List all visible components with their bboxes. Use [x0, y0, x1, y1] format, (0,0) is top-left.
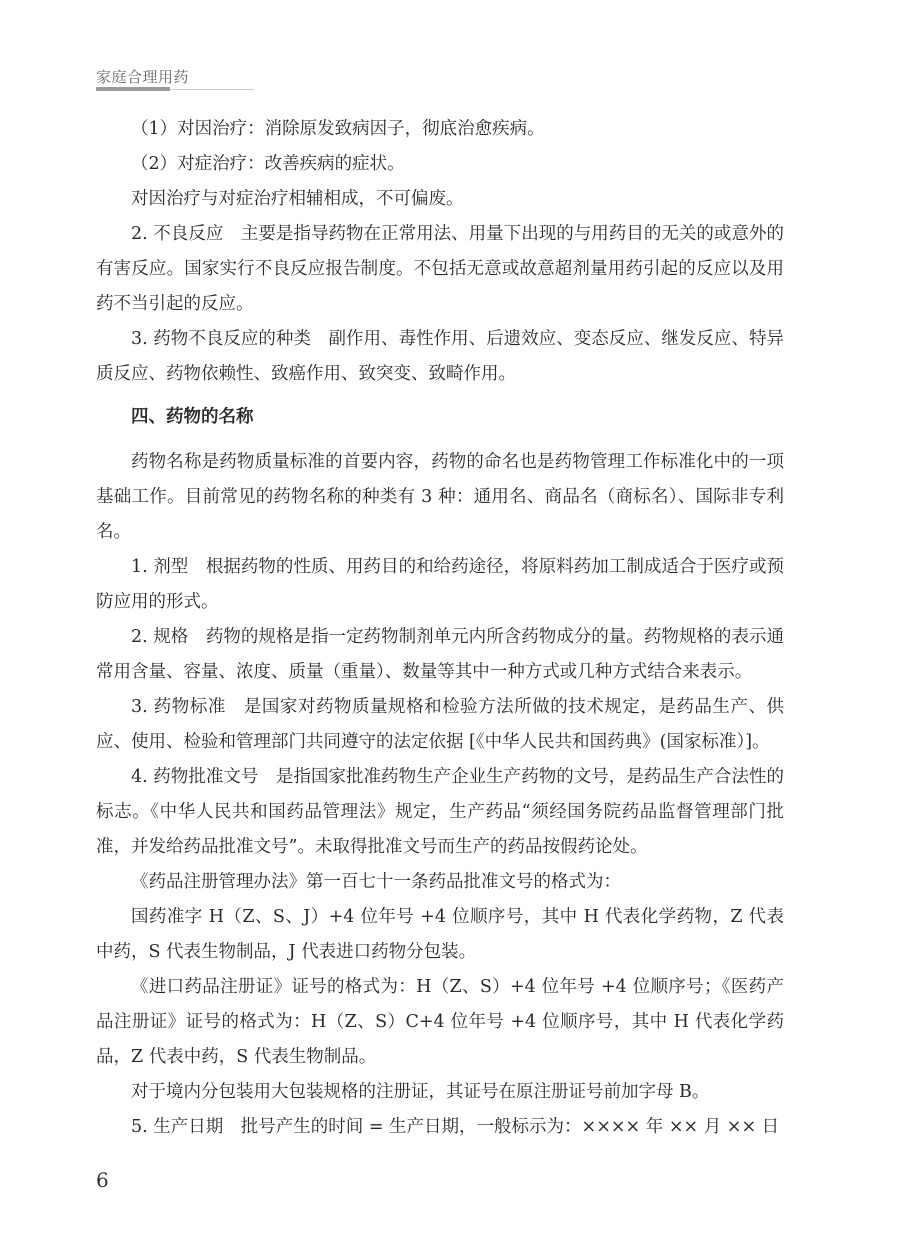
section-heading: 四、药物的名称 [131, 407, 254, 427]
body-text [96, 112, 784, 1145]
paragraph: 对于境内分包装用大包装规格的注册证，其证号在原注册证号前加字母 B。 [131, 1082, 710, 1102]
paragraph: 5. 生产日期 批号产生的时间 = 生产日期，一般标示为：×××× 年 ×× 月 ×× 日 [131, 1117, 780, 1137]
paragraph: 《药品注册管理办法》第一百七十一条药品批准文号的格式为： [131, 872, 621, 892]
page-number: 6 [96, 1168, 109, 1192]
paragraph: 2. 不良反应 主要是指导药物在正常用法、用量下出现的与用药目的无关的或意外的有害反应。国家实行不良反应报告制度。不包括无意或故意超剂量用药引起的反应以及用药不当引起的反应。 [96, 224, 784, 314]
paragraph: 药物名称是药物质量标准的首要内容，药物的命名也是药物管理工作标准化中的一项基础工作。目前常见的药物名称的种类有 3 种：通用名、商品名（商标名）、国际非专利名。 [96, 452, 784, 542]
paragraph: 《进口药品注册证》证号的格式为：H（Z、S）+4 位年号 +4 位顺序号；《医药产品注册证》证号的格式为：H（Z、S）C+4 位年号 +4 位顺序号，其中 H 代表化学药品，Z 代表中药，S 代表生物制品。 [96, 977, 784, 1067]
paragraph: 3. 药物标准 是国家对药物质量规格和检验方法所做的技术规定，是药品生产、供应、使用、检验和管理部门共同遵守的法定依据 [《中华人民共和国药典》(国家标准）]。 [96, 697, 784, 752]
paragraph: 2. 规格 药物的规格是指一定药物制剂单元内所含药物成分的量。药物规格的表示通常用含量、容量、浓度、质量（重量）、数量等其中一种方式或几种方式结合来表示。 [96, 627, 784, 682]
paragraph: 国药准字 H（Z、S、J）+4 位年号 +4 位顺序号，其中 H 代表化学药物，Z 代表中药，S 代表生物制品，J 代表进口药物分包装。 [96, 907, 784, 962]
header-accent-bar [96, 87, 170, 91]
paragraph: （2）对症治疗：改善疾病的症状。 [131, 154, 405, 174]
header-rule [170, 89, 254, 90]
paragraph: （1）对因治疗：消除原发致病因子，彻底治愈疾病。 [131, 119, 545, 139]
paragraph: 对因治疗与对症治疗相辅相成，不可偏废。 [131, 189, 464, 209]
paragraph: 3. 药物不良反应的种类 副作用、毒性作用、后遗效应、变态反应、继发反应、特异质反应、药物依赖性、致癌作用、致突变、致畸作用。 [96, 329, 784, 384]
paragraph: 1. 剂型 根据药物的性质、用药目的和给药途径，将原料药加工制成适合于医疗或预防应用的形式。 [96, 557, 784, 612]
running-header: 家庭合理用药 [96, 68, 190, 86]
paragraph: 4. 药物批准文号 是指国家批准药物生产企业生产药物的文号，是药品生产合法性的标志。《中华人民共和国药品管理法》规定，生产药品“须经国务院药品监督管理部门批准，并发给药品批准文号”。未取得批准文号而生产的药品按假药论处。 [96, 767, 784, 857]
